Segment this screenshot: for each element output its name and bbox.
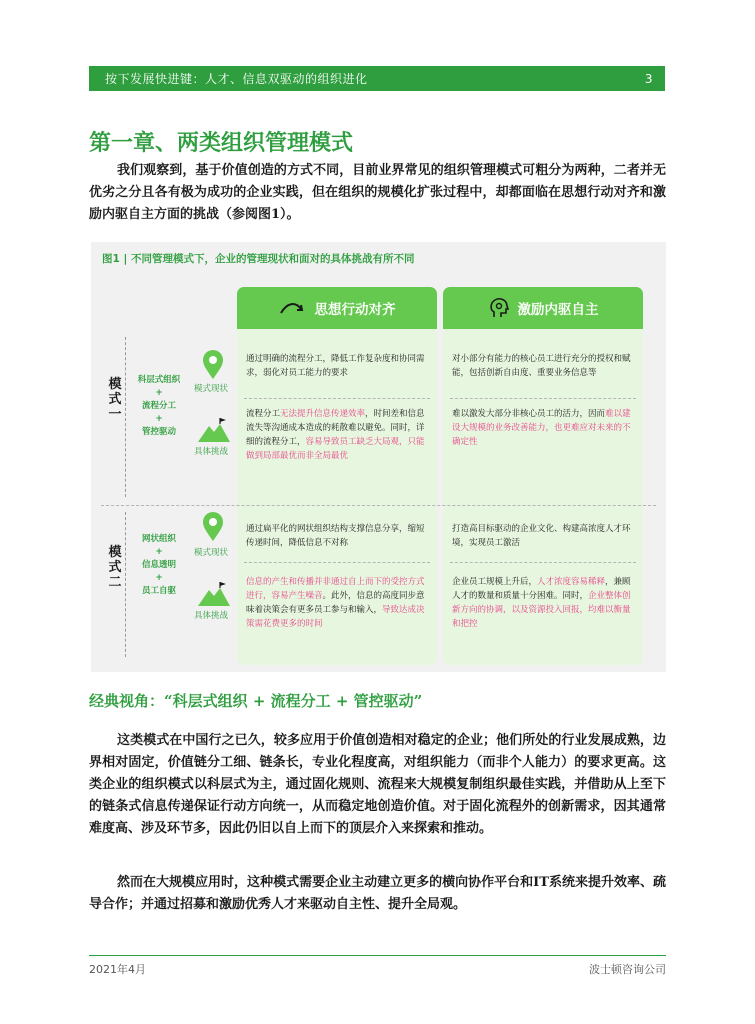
highlight-span: 难以建设大规模的业务改善能力，也更难应对未来的不确定性 [452,409,631,447]
section-title: 经典视角：“科层式组织 + 流程分工 + 管控驱动” [89,692,423,710]
mode1-bracket [125,337,126,497]
highlight-span: 企业整体创新方向的协调，以及资源投入回报，均难以衡量和把控 [452,591,631,629]
cell-divider [244,398,430,399]
mode1-plus: + [155,414,163,424]
row-divider [101,505,656,506]
mountain-flag-icon [198,582,230,606]
figure-1 [91,242,666,672]
mode1-items [129,374,189,439]
mode2-item: 员工自驱 [141,586,176,596]
mode1-plus: + [155,388,163,398]
body-paragraph-2-text: 这类模式在中国行之已久，较多应用于价值创造相对稳定的企业；他们所处的行业发展成熟，边界相对固定，价值链分工细、链条长，专业化程度高，对组织能力（而非个人能力）的要求更高。这类企业的组织模式以科层式为主，通过固化规则、流程来大规模复制组织最佳实践，并借助从上至下的链条式信息传递保证行动方向统一，从而稳定地创造价值。对于固化流程外的创新需求，因其通常难度高、涉及环节多，因此仍旧以自上而下的顶层介入来探索和推动。 [89,733,666,836]
page-number: 3 [644,71,653,86]
mountain-flag-icon [198,418,230,442]
text-span: 。此外，信息的高度同步意味着决策会有更多员工参与和输入， [246,591,425,615]
mode1-item: 管控驱动 [141,427,176,437]
highlight-span: 容易导致员工缺乏大局观，只能做到局部最优而非全局最优 [246,437,425,461]
mode1-motivation-challenge [452,407,637,449]
running-header-title: 按下发展快进键：人才、信息双驱动的组织进化 [105,72,368,86]
map-pin-icon [202,512,224,542]
mode2-item: 信息透明 [141,560,176,570]
footer-company: 波士顿咨询公司 [589,963,666,976]
mode2-status-label: 模式现状 [194,548,229,558]
mode1-motivation-status: 对小部分有能力的核心员工进行充分的授权和赋能，包括创新自由度、重要业务信息等 [452,354,631,378]
column-header-motivation-label: 激励内驱自主 [517,302,599,318]
arrow-curve-icon [279,299,307,317]
body-paragraph-3-text: 然而在大规模应用时，这种模式需要企业主动建立更多的横向协作平台和IT系统来提升效率、疏导合作；并通过招募和激励优秀人才来驱动自主性、提升全局观。 [89,875,666,912]
footer-date: 2021年4月 [89,963,146,976]
column-header-alignment-label: 思想行动对齐 [314,302,396,318]
highlight-span: 人才浓度容易稀释 [537,577,606,587]
mode2-item: 网状组织 [141,534,176,544]
chapter-title: 第一章、两类组织管理模式 [89,130,354,156]
mode1-status-label: 模式现状 [194,384,229,394]
mode1-alignment-challenge [246,407,431,463]
mode2-motivation-challenge [452,575,637,631]
mode1-item: 科层式组织 [137,375,181,385]
mode1-alignment-status: 通过明确的流程分工，降低工作复杂度和协同需求，弱化对员工能力的要求 [246,354,425,378]
mode2-plus: + [155,547,163,557]
column-header-motivation [443,287,643,329]
mode2-alignment-status: 通过扁平化的网状组织结构支撑信息分享，缩短传递时间，降低信息不对称 [246,524,425,548]
text-span: 流程分工 [246,409,281,419]
cell-divider [450,398,636,399]
text-span: 难以激发大部分非核心员工的活力，因而 [452,409,606,419]
cell-divider [244,562,430,563]
highlight-span: 无法提升信息传递效率 [280,409,366,419]
text-span: ，兼顾人才的数量和质量十分困难。同时， [452,577,631,601]
text-span: ，时间差和信息流失等沟通成本造成的耗散难以避免。同时，详细的流程分工， [246,409,425,447]
cell-divider [450,562,636,563]
highlight-span: 信息的产生和传播并非通过自上而下的受控方式进行，容易产生噪音 [246,577,425,601]
head-gear-icon [488,297,510,319]
mode2-bracket [125,512,126,657]
intro-paragraph-text: 我们观察到，基于价值创造的方式不同，目前业界常见的组织管理模式可粗分为两种，二者并无优劣之分且各有极为成功的企业实践，但在组织的规模化扩张过程中，却都面临在思想行动对齐和激励内驱自主方面的挑战（参阅图1）。 [89,163,666,222]
body-paragraph-3 [89,872,666,916]
mode1-challenge-label: 具体挑战 [194,447,229,457]
mode1-item: 流程分工 [141,401,176,411]
mode2-plus: + [155,573,163,583]
mode2-motivation-status: 打造高目标驱动的企业文化、构建高浓度人才环境，实现员工激活 [452,524,631,548]
running-header [89,66,665,91]
intro-paragraph [89,160,666,226]
mode1-label: 模式一 [108,377,122,422]
footer-rule [89,955,666,956]
column-header-alignment [237,287,437,329]
mode2-items [129,533,189,598]
text-span: 企业员工规模上升后， [452,577,538,587]
map-pin-icon [202,350,224,380]
figure-title: 图1 | 不同管理模式下，企业的管理现状和面对的具体挑战有所不同 [102,253,415,265]
mode2-challenge-label: 具体挑战 [194,611,229,621]
mode2-label: 模式二 [108,545,122,590]
highlight-span: 导致达成决策需花费更多的时间 [246,605,425,629]
mode2-alignment-challenge [246,575,431,631]
body-paragraph-2 [89,730,666,840]
